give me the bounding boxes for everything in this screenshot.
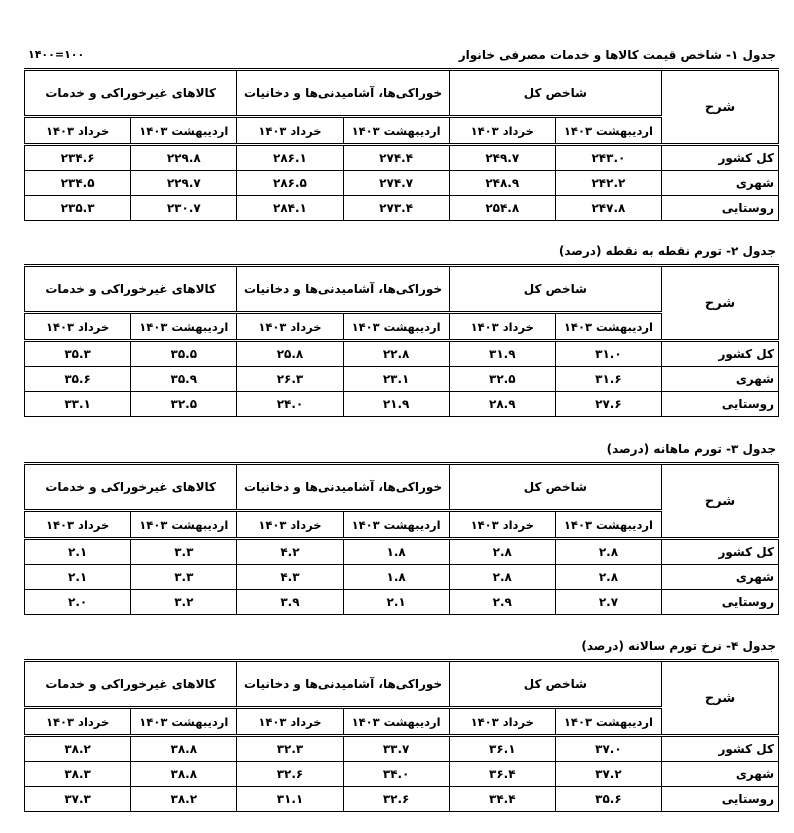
month-header: اردیبهشت ۱۴۰۳: [131, 708, 237, 736]
column-group-header: خوراکی‌ها، آشامیدنی‌ها و دخانیات: [237, 71, 449, 117]
divider: [24, 462, 779, 463]
column-group-header: کالاهای غیرخوراکی و خدمات: [25, 71, 237, 117]
header-row: [25, 71, 779, 117]
table-cell: ۲۸۴.۱: [237, 196, 343, 221]
row-label: کل کشور: [662, 145, 779, 171]
table-cell: ۳۵.۵: [131, 341, 237, 367]
table-cell: ۱.۸: [343, 539, 449, 565]
table-cell: ۲.۸: [449, 565, 555, 590]
column-group-header: شاخص کل: [449, 267, 661, 313]
table-cell: ۳۴.۴: [449, 787, 555, 812]
month-header: خرداد ۱۴۰۳: [449, 511, 555, 539]
table-cell: ۲۴۸.۹: [449, 171, 555, 196]
table-cell: ۳۲.۵: [449, 367, 555, 392]
table-cell: ۲۸.۹: [449, 392, 555, 417]
table-cell: ۳۷.۲: [555, 762, 661, 787]
column-header-desc: شرح: [662, 465, 779, 539]
table-cell: ۱.۸: [343, 565, 449, 590]
table-row: [25, 341, 779, 367]
header-row: [25, 267, 779, 313]
row-label: کل کشور: [662, 736, 779, 762]
table-cell: ۲.۰: [25, 590, 131, 615]
table-cell: ۲۷۴.۴: [343, 145, 449, 171]
table-cell: ۳۱.۱: [237, 787, 343, 812]
column-group-header: کالاهای غیرخوراکی و خدمات: [25, 662, 237, 708]
table-cell: ۲۷۴.۷: [343, 171, 449, 196]
table-row: [25, 145, 779, 171]
month-header: اردیبهشت ۱۴۰۳: [131, 313, 237, 341]
month-header: خرداد ۱۴۰۳: [25, 708, 131, 736]
month-header: خرداد ۱۴۰۳: [237, 117, 343, 145]
month-header: خرداد ۱۴۰۳: [25, 511, 131, 539]
column-group-header: شاخص کل: [449, 662, 661, 708]
row-label: شهری: [662, 171, 779, 196]
month-header: خرداد ۱۴۰۳: [237, 511, 343, 539]
base-year-note: ۱۴۰۰=۱۰۰: [28, 48, 85, 61]
table-row: [25, 565, 779, 590]
month-header: خرداد ۱۴۰۳: [449, 708, 555, 736]
table-cell: ۳۷.۰: [555, 736, 661, 762]
table-cell: ۳۶.۴: [449, 762, 555, 787]
row-label: شهری: [662, 367, 779, 392]
table-cell: ۲۲.۸: [343, 341, 449, 367]
table-cell: ۲۲۹.۸: [131, 145, 237, 171]
row-label: شهری: [662, 565, 779, 590]
table-cell: ۲.۱: [25, 539, 131, 565]
table-cell: ۳۵.۳: [25, 341, 131, 367]
month-header: اردیبهشت ۱۴۰۳: [555, 708, 661, 736]
month-header: خرداد ۱۴۰۳: [237, 708, 343, 736]
table-cell: ۳۵.۹: [131, 367, 237, 392]
month-header: خرداد ۱۴۰۳: [25, 117, 131, 145]
monthly-inflation-table: [24, 464, 779, 615]
table-cell: ۳۱.۹: [449, 341, 555, 367]
divider: [24, 68, 779, 69]
row-label: روستایی: [662, 392, 779, 417]
column-header-desc: شرح: [662, 71, 779, 145]
column-group-header: خوراکی‌ها، آشامیدنی‌ها و دخانیات: [237, 465, 449, 511]
table-cell: ۳۵.۶: [555, 787, 661, 812]
table-cell: ۳۱.۶: [555, 367, 661, 392]
table-cell: ۲۲۹.۷: [131, 171, 237, 196]
table-cell: ۳۸.۲: [25, 736, 131, 762]
month-header: اردیبهشت ۱۴۰۳: [131, 511, 237, 539]
table-cell: ۳۲.۶: [237, 762, 343, 787]
column-group-header: خوراکی‌ها، آشامیدنی‌ها و دخانیات: [237, 662, 449, 708]
table-title: جدول ۱- شاخص قیمت کالاها و خدمات مصرفی خانوار: [458, 48, 776, 62]
table-cell: ۳.۳: [131, 565, 237, 590]
header-row: [25, 662, 779, 708]
table-cell: ۲.۸: [555, 539, 661, 565]
divider: [24, 264, 779, 265]
table-cell: ۳۳.۷: [343, 736, 449, 762]
table-cell: ۴.۲: [237, 539, 343, 565]
table-title: جدول ۳- تورم ماهانه (درصد): [606, 442, 776, 456]
annual-inflation-table: [24, 661, 779, 812]
column-group-header: کالاهای غیرخوراکی و خدمات: [25, 465, 237, 511]
month-header: اردیبهشت ۱۴۰۳: [343, 511, 449, 539]
row-label: روستایی: [662, 196, 779, 221]
table-cell: ۳۲.۶: [343, 787, 449, 812]
row-label: روستایی: [662, 590, 779, 615]
cpi-table: [24, 70, 779, 221]
table-cell: ۲.۸: [449, 539, 555, 565]
month-header: اردیبهشت ۱۴۰۳: [555, 511, 661, 539]
table-cell: ۳۸.۳: [25, 762, 131, 787]
table-cell: ۲۶.۳: [237, 367, 343, 392]
table-cell: ۲.۷: [555, 590, 661, 615]
table-cell: ۲۷۳.۴: [343, 196, 449, 221]
table-row: [25, 762, 779, 787]
table-cell: ۳.۲: [131, 590, 237, 615]
table-row: [25, 367, 779, 392]
row-label: کل کشور: [662, 539, 779, 565]
column-group-header: کالاهای غیرخوراکی و خدمات: [25, 267, 237, 313]
table-cell: ۲.۸: [555, 565, 661, 590]
table-row: [25, 171, 779, 196]
table-cell: ۲۸۶.۵: [237, 171, 343, 196]
table-cell: ۲.۱: [343, 590, 449, 615]
column-group-header: شاخص کل: [449, 465, 661, 511]
table-cell: ۲۴.۰: [237, 392, 343, 417]
column-group-header: خوراکی‌ها، آشامیدنی‌ها و دخانیات: [237, 267, 449, 313]
table-cell: ۴.۳: [237, 565, 343, 590]
table-cell: ۲۴۹.۷: [449, 145, 555, 171]
table-cell: ۳.۹: [237, 590, 343, 615]
table-cell: ۲۷.۶: [555, 392, 661, 417]
table-cell: ۲۴۷.۸: [555, 196, 661, 221]
point-inflation-table: [24, 266, 779, 417]
month-header: خرداد ۱۴۰۳: [237, 313, 343, 341]
table-cell: ۳۶.۱: [449, 736, 555, 762]
table-cell: ۳۸.۲: [131, 787, 237, 812]
month-header: خرداد ۱۴۰۳: [449, 117, 555, 145]
column-group-header: شاخص کل: [449, 71, 661, 117]
table-row: [25, 736, 779, 762]
table-row: [25, 590, 779, 615]
table-cell: ۲۵.۸: [237, 341, 343, 367]
table-cell: ۲.۱: [25, 565, 131, 590]
table-cell: ۳۵.۶: [25, 367, 131, 392]
table-cell: ۳۱.۰: [555, 341, 661, 367]
table-cell: ۳۳.۱: [25, 392, 131, 417]
table-cell: ۲.۹: [449, 590, 555, 615]
row-label: شهری: [662, 762, 779, 787]
table-title: جدول ۲- تورم نقطه به نقطه (درصد): [558, 244, 776, 258]
table-cell: ۳۲.۳: [237, 736, 343, 762]
table-cell: ۲۳۴.۵: [25, 171, 131, 196]
month-header: اردیبهشت ۱۴۰۳: [343, 313, 449, 341]
table-cell: ۳۴.۰: [343, 762, 449, 787]
table-cell: ۲۴۲.۲: [555, 171, 661, 196]
table-cell: ۲۱.۹: [343, 392, 449, 417]
month-header: اردیبهشت ۱۴۰۳: [343, 708, 449, 736]
table-cell: ۳۸.۸: [131, 736, 237, 762]
table-row: [25, 196, 779, 221]
month-header: خرداد ۱۴۰۳: [25, 313, 131, 341]
row-label: کل کشور: [662, 341, 779, 367]
table-cell: ۲۸۶.۱: [237, 145, 343, 171]
month-header: اردیبهشت ۱۴۰۳: [343, 117, 449, 145]
table-cell: ۳.۳: [131, 539, 237, 565]
table-cell: ۲۳۴.۶: [25, 145, 131, 171]
divider: [24, 659, 779, 660]
table-cell: ۲۳۰.۷: [131, 196, 237, 221]
table-cell: ۲۵۴.۸: [449, 196, 555, 221]
month-header: اردیبهشت ۱۴۰۳: [555, 117, 661, 145]
column-header-desc: شرح: [662, 267, 779, 341]
table-title: جدول ۴- نرخ تورم سالانه (درصد): [581, 639, 776, 653]
column-header-desc: شرح: [662, 662, 779, 736]
table-row: [25, 787, 779, 812]
table-cell: ۲۳.۱: [343, 367, 449, 392]
header-row: [25, 465, 779, 511]
table-cell: ۳۷.۳: [25, 787, 131, 812]
table-cell: ۳۲.۵: [131, 392, 237, 417]
row-label: روستایی: [662, 787, 779, 812]
month-header: اردیبهشت ۱۴۰۳: [131, 117, 237, 145]
month-header: اردیبهشت ۱۴۰۳: [555, 313, 661, 341]
table-row: [25, 392, 779, 417]
month-header: خرداد ۱۴۰۳: [449, 313, 555, 341]
table-cell: ۲۳۵.۳: [25, 196, 131, 221]
table-cell: ۳۸.۸: [131, 762, 237, 787]
table-row: [25, 539, 779, 565]
table-cell: ۲۴۳.۰: [555, 145, 661, 171]
